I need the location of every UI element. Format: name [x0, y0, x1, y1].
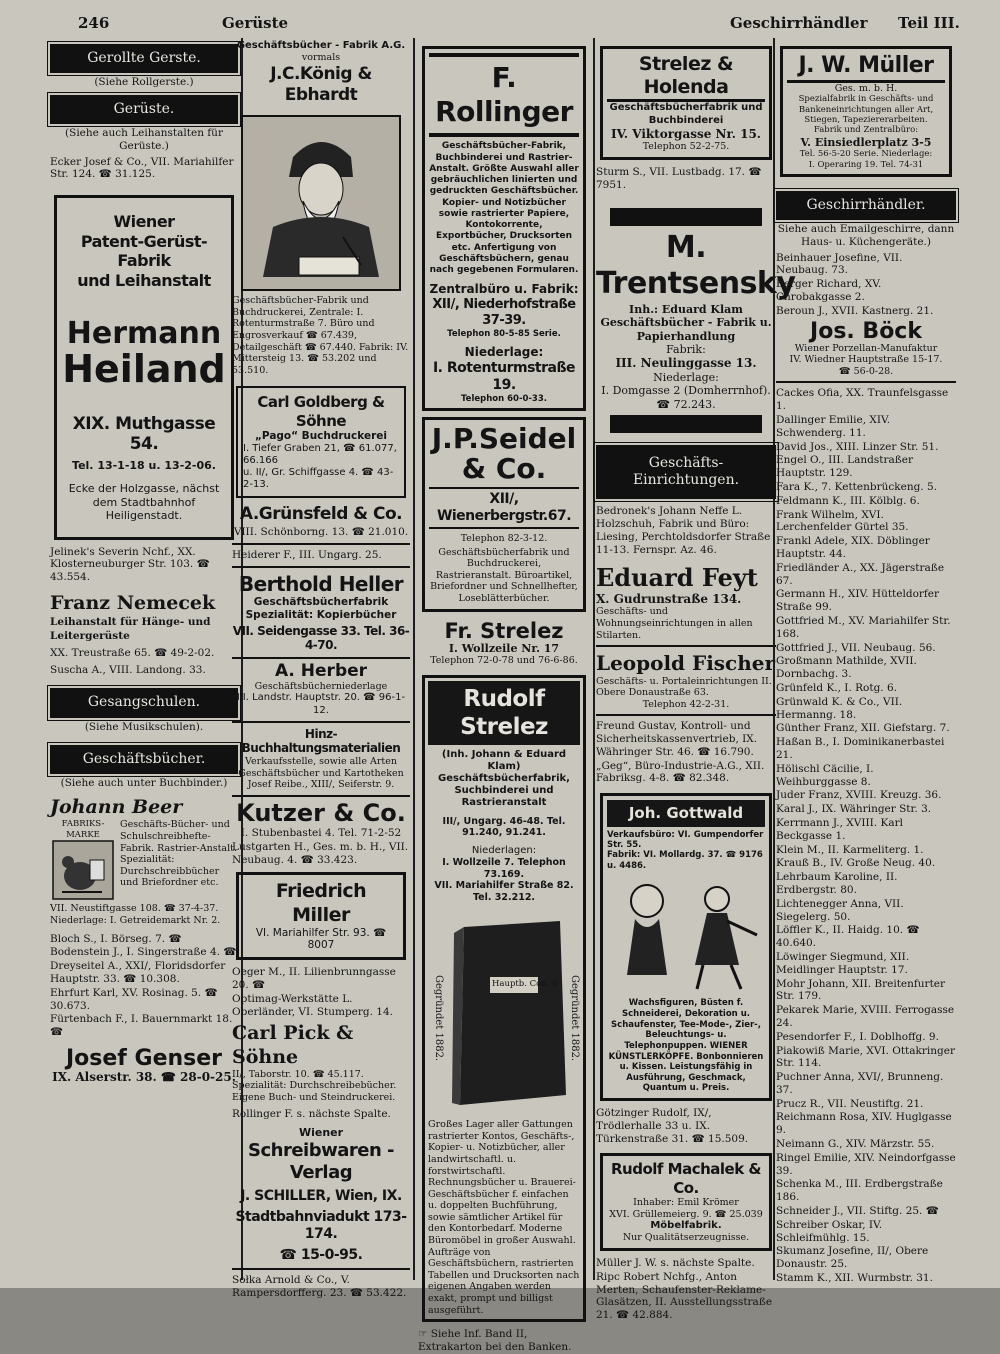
ad-line: Niederlage:: [464, 345, 544, 360]
ad-name: Hermann: [66, 316, 222, 352]
ad-name: Johann Beer: [50, 796, 183, 819]
section-note: (Siehe auch Leihanstalten für Gerüste.): [65, 126, 223, 152]
listing-entry: Suscha A., VIII. Landong. 33.: [50, 663, 206, 676]
section-note: (Siehe Musikschulen).: [84, 720, 204, 733]
listing-entry: Reichmann Rosa, XIV. Huglgasse 9.: [776, 1111, 952, 1137]
ad-phone: ☎ 72.243.: [656, 397, 716, 411]
listing-entry: Grünfeld K., I. Rotg. 6.: [776, 681, 897, 694]
ad-line: Leihanstalt für Hänge- und: [50, 616, 211, 629]
ad-phone: Tel. 13-1-18 u. 13-2-06.: [72, 459, 216, 473]
ad-address: III/, Ungarg. 46-48. Tel. 91.240, 91.241.: [442, 815, 566, 839]
ad-address: u. II/, Gr. Schiffgasse 4. ☎ 43-2-13.: [243, 467, 394, 491]
section-heading: Gerollte Gerste.: [50, 44, 238, 73]
listing-entry: Günther Franz, XII. Giefstarg. 7.: [776, 722, 950, 735]
ad-address: XII/, Wienerbergstr.67.: [429, 487, 579, 529]
listing-entry: Skumanz Josefine, II/, Obere Donaustr. 25.: [776, 1245, 929, 1271]
ledger-book-icon: [450, 919, 572, 1107]
ad-line: Geschäftsbücherfabrik und Buchbinderei: [609, 102, 763, 126]
ad-line: Fabrik und Zentralbüro:: [813, 125, 919, 136]
listing-entry: Krauß B., IV. Große Neug. 40.: [776, 857, 936, 870]
listing-entry: Oeger M., II. Lilienbrunngasse 20. ☎: [232, 966, 396, 992]
scribe-portrait-icon: [243, 117, 399, 289]
ad-address: VI. Mariahilfer Str. 93. ☎ 8007: [255, 926, 387, 952]
listing-entry: Feldmann K., III. Kölblg. 6.: [776, 494, 920, 507]
ad-note: Ecke der Holzgasse, nächst dem Stadtbahnhof Heiligenstadt.: [68, 482, 220, 523]
listing-entry: Fara K., 7. Kettenbrückeng. 5.: [776, 481, 937, 494]
column-rule: [413, 38, 415, 1280]
ad-name: M. Trentsensky: [596, 229, 796, 302]
listing-entry: Lustgarten H., Ges. m. b. H., VII. Neubaug. 4. ☎ 33.423.: [232, 840, 409, 866]
ad-line: Wiener Porzellan-Manufaktur: [794, 342, 938, 354]
ad-address: Stadtbahnviadukt 173-174.: [235, 1208, 407, 1242]
header-right-keyword: Geschirrhändler: [730, 14, 868, 32]
ad-body: Verkaufsstelle, sowie alle Arten Geschäftsbücher und Kartotheken Josef Reibe., XIII/, Seiferstr. 9.: [238, 756, 404, 791]
listing-entry: Pesendorfer F., I. Doblhoffg. 9.: [776, 1030, 939, 1043]
divider: [232, 1268, 410, 1270]
ad-line: Inh.: Eduard Klam: [629, 302, 743, 316]
listing-entry: Mohr Johann, XII. Breitenfurter Str. 179.: [776, 977, 946, 1003]
ad-line: Ges. m. b. H.: [834, 82, 898, 94]
ad-address: XVI. Grüllemeierg. 9. ☎ 25.039: [609, 1208, 763, 1220]
ad-phone: ☎ 15-0-95.: [279, 1246, 363, 1263]
ad-name: & Co.: [461, 451, 547, 485]
section-heading: Gerüste.: [50, 95, 238, 124]
ad-name: Schreibwaren - Verlag: [248, 1139, 394, 1183]
listing-entry: Pekarek Marie, XVIII. Ferrogasse 24.: [776, 1004, 955, 1029]
ad-body: Geschäftsbücherfabrik und Buchdruckerei, Rastrieranstalt. Büroartikel, Briefordner und Schnellhefter, Loseblätterbücher.: [430, 546, 578, 604]
ad-line: Zentralbüro u. Fabrik:: [429, 282, 579, 297]
section-note: (Siehe auch unter Buchbinder.): [60, 777, 228, 790]
listing-entry: Schenka M., III. Erdbergstraße 186.: [776, 1178, 943, 1204]
ad-line: Patent-Gerüst-Fabrik: [80, 231, 208, 271]
listing-entry: David Jos., XIII. Linzer Str. 51.: [776, 440, 939, 453]
listing-entry: Fürtenbach F., I. Bauernmarkt 18. ☎: [50, 1013, 233, 1039]
listing-entry: Prucz R., VII. Neustiftg. 21.: [776, 1097, 924, 1110]
ad-address: V. Einsiedlerplatz 3-5: [800, 135, 932, 149]
divider: [232, 721, 410, 723]
ad-phone: Telephon 80-5-85 Serie.: [447, 328, 561, 339]
section-note: (Siehe Rollgerste.): [94, 76, 194, 89]
page-number: 246: [78, 14, 110, 32]
listing-entry: Sturm S., VII. Lustbadg. 17. ☎ 7951.: [596, 165, 762, 191]
listing-entry: Karal J., IX. Währinger Str. 3.: [776, 803, 932, 816]
ad-trentsensky: [596, 208, 796, 434]
ad-genser: [50, 1047, 238, 1085]
ad-name: Joh. Gottwald: [628, 804, 744, 823]
ad-address: I. Stubenbastei 4. Tel. 71-2-52: [240, 826, 402, 839]
listing-entry: Germann H., XIV. Hütteldorfer Straße 99.: [776, 588, 940, 614]
listing-entry: Frankl Adele, XIX. Döblinger Hauptstr. 44.: [776, 535, 930, 561]
ad-hinz: [232, 727, 410, 791]
ad-body: Wachsfiguren, Büsten f. Schneiderei, Dekoration u. Schaufenster, Tee-Mode-, Zier-, Beleuchtungs- u. Telephonpuppen. WIENER KÜNSTLERKÖPFE. Bonbonnieren u. Kissen. Leistungsfähig in Ausführung, Geschmack, Quantum u. Preis.: [608, 998, 764, 1094]
ad-line: J. SCHILLER, Wien, IX.: [240, 1187, 402, 1204]
ad-line: Nur Qualitätserzeugnisse.: [622, 1232, 750, 1244]
listing-group: [776, 252, 956, 318]
page-header: [70, 14, 958, 34]
divider: [232, 657, 410, 659]
ad-body: Spezialfabrik in Geschäfts- und Bankeneinrichtungen aller Art, Stiegen, Tapeziererarbeiten.: [798, 94, 934, 126]
listing-entry: Lichtenegger Anna, VII. Siegelerg. 50.: [776, 897, 904, 923]
ad-boeck: [776, 320, 956, 378]
ad-address: X. Gudrunstraße 134.: [596, 591, 742, 606]
ad-address: I. Operaring 19. Tel. 74-31: [808, 159, 924, 170]
ad-line: Leitergerüste: [50, 630, 130, 643]
ad-heller: [232, 572, 410, 653]
listing-entry: Sołka Arnold & Co., V. Rampersdorfferg. 23. ☎ 53.422.: [232, 1273, 407, 1299]
section-heading: Geschirrhändler.: [776, 191, 956, 220]
listing-entry: Ringel Emilie, XIV. Neindorfgasse 39.: [776, 1151, 956, 1177]
ad-address: XIX. Muthgasse 54.: [72, 413, 216, 455]
ledger-illustration: [428, 913, 580, 1113]
listing-entry: Freund Gustav, Kontroll- und Sicherheitskassenvertrieb, IX. Währinger Str. 46. ☎ 16.790.: [596, 720, 758, 758]
ad-name: Berthold Heller: [238, 571, 404, 596]
ad-strelez-holenda: [600, 46, 772, 160]
divider: [232, 543, 410, 545]
ad-name: Jos. Böck: [810, 318, 922, 344]
ad-gruensfeld: [232, 504, 410, 539]
ad-name: A.Grünsfeld & Co.: [239, 504, 403, 525]
ad-address: IV. Viktorgasse Nr. 15.: [611, 126, 761, 141]
ad-body: Geschäftsbücher-Fabrik, Buchbinderei und Rastrier-Anstalt. Größte Auswahl aller gebräuchlichen linierten und gedruckten Geschäftsbücher. Kopier- und Notizbücher sowie rastrierter Papiere, Kontokorrente, Exportbücher, Drucksorten etc. Anfertigung von Geschäftsbüchern, genau nach gegebenen Formularen.: [429, 141, 579, 276]
column-rule: [593, 38, 595, 1280]
ad-phone: Tel. 56-5-20 Serie. Niederlage:: [799, 149, 933, 160]
section-heading: Gesangschulen.: [50, 688, 238, 717]
trademark-label: FABRIKS-MARKE: [61, 819, 105, 840]
ad-name: Franz Nemecek: [50, 592, 216, 615]
ad-machalek: [600, 1153, 772, 1251]
ad-line: Möbelfabrik.: [650, 1220, 722, 1232]
ad-address: III. Landstr. Hauptstr. 20. ☎ 96-1-12.: [236, 692, 406, 716]
ad-line: vormals: [301, 52, 341, 64]
ad-address: I. Domgasse 2 (Domherrnhof).: [601, 384, 771, 398]
listing-entry: „Geg“, Büro-Industrie-A.G., XII. Fabriksg. 4-8. ☎ 82.348.: [596, 759, 765, 785]
listing-entry: Jelinek's Severin Nchf., XX. Klosterneuburger Str. 103. ☎ 43.554.: [50, 545, 210, 584]
ad-fischer: [596, 651, 776, 710]
ad-strelez-fr: [418, 620, 590, 667]
portrait-illustration: [241, 115, 401, 291]
ad-heiland: [54, 195, 234, 540]
listing-entry: Friedländer A., XX. Jägerstraße 67.: [776, 561, 945, 587]
ad-phone: ☎ 56-0-28.: [838, 365, 894, 377]
mannequin-illustration: [607, 875, 767, 995]
listing-entry: Berger Richard, XV. Chrobakgasse 2.: [776, 278, 882, 304]
listing-entry: Gottfried J., VII. Neubaug. 56.: [776, 641, 936, 654]
header-left-keyword: Gerüste: [222, 14, 289, 32]
ad-address: XX. Treustraße 65. ☎ 49-2-02.: [50, 646, 215, 659]
ad-body: Geschäftsbücher-Fabrik und Buchdruckerei, Zentrale: I. Rotenturmstraße 7. Büro und Engrosverkauf ☎ 67.439, Detailgeschäft ☎ 67.440. Fabrik: IV. Mittersteig 13. ☎ 53.202 und 53.510.: [232, 295, 409, 376]
ad-line: Wiener: [298, 1126, 344, 1140]
ad-name: Josef Genser: [65, 1046, 223, 1072]
listing-entry: Beroun J., XVII. Kastnerg. 21.: [776, 304, 934, 317]
ad-phone: Telephon 52-2-75.: [642, 141, 730, 153]
listing-entry: Puchner Anna, XVI/, Brunneng. 37.: [776, 1071, 944, 1096]
column-1: [50, 38, 238, 1280]
ad-line: Geschäftsbücherniederlage: [254, 680, 388, 692]
ad-herber: [232, 660, 410, 717]
ad-gottwald: [600, 793, 772, 1101]
ad-name: Carl Goldberg & Söhne: [257, 393, 385, 430]
listing-entry: Piakowiß Marie, XVI. Ottakringer Str. 114.: [776, 1044, 955, 1070]
ad-line: Geschäftsbücherfabrik: [253, 596, 389, 609]
ad-name: A. Herber: [274, 660, 368, 681]
ad-miller: [236, 872, 406, 960]
listing-entry: Klein M., II. Karmeliterg. 1.: [776, 843, 924, 856]
listing-entry: Neimann G., XIV. Märzstr. 55.: [776, 1138, 935, 1151]
divider: [232, 566, 410, 568]
ad-line: Fabrik:: [666, 342, 706, 356]
listing-entry: Engel O., III. Landstraßer Hauptstr. 129.: [776, 454, 914, 480]
ad-nemecek: [50, 592, 238, 660]
ad-mueller: [780, 46, 952, 177]
column-2: [232, 38, 410, 1299]
ad-seidel: [422, 417, 586, 611]
listing-entry: Ehrfurt Karl, XV. Rosinag. 5. ☎ 30.673.: [50, 986, 218, 1012]
listing-entry: Schreiber Oskar, IV. Schleifmühlg. 15.: [776, 1218, 883, 1244]
ad-line: „Pago“ Buchdruckerei: [255, 429, 387, 442]
ad-koenig: [232, 40, 410, 376]
ad-name: J.P.Seidel: [431, 422, 577, 456]
ad-phone: Telephon 42-2-31.: [642, 698, 730, 710]
listing-entry: Götzinger Rudolf, IX/, Trödlerhalle 33 u. IX. Türkenstraße 31. ☎ 15.509.: [596, 1107, 749, 1145]
ad-name: Friedrich Miller: [275, 880, 367, 926]
ad-address: XII/, Niederhofstraße 37-39.: [432, 296, 576, 328]
ad-line: (Inh. Johann & Eduard Klam) Geschäftsbücherfabrik, Suchbinderei und Rastrieranstalt: [438, 748, 570, 809]
ad-address: I. Wollzeile 7. Telephon 73.169.: [442, 856, 566, 880]
listing-entry: Frank Wilhelm, XVI. Lerchenfelder Gürtel 35.: [776, 508, 909, 534]
ad-name: Strelez & Holenda: [607, 53, 765, 102]
ad-feyt: [596, 563, 776, 642]
book-label: Hauptb. Con. 6: [492, 979, 558, 990]
ad-kutzer: [232, 798, 410, 840]
ad-name: F. Rollinger: [435, 61, 573, 129]
divider: [596, 714, 776, 716]
ad-address: VII. Mariahilfer Straße 82. Tel. 32.212.: [434, 880, 574, 903]
listing-entry: Rollinger F. s. nächste Spalte.: [232, 1107, 391, 1120]
listing-entry: Ecker Josef & Co., VII. Mariahilfer Str. 124. ☎ 31.125.: [50, 155, 234, 181]
ad-line: Niederlage:: [653, 370, 719, 384]
listing-entry: Kerrmann J., XVIII. Karl Beckgasse 1.: [776, 816, 903, 842]
ad-body: Geschäfts-Bücher- und Schulschreibhefte-Fabrik. Rastrier-Anstalt. Spezialität: Durchschreibbücher und Briefordner etc.: [120, 819, 237, 889]
ad-name: Heiland: [62, 346, 226, 391]
listing-entry: Cackes Ofia, XX. Traunfelsgasse 1.: [776, 387, 949, 413]
listing-entry: Bloch S., I. Börseg. 7. ☎: [50, 932, 182, 945]
ad-name: Rudolf Strelez: [460, 685, 548, 740]
listing-entry: Müller J. W. s. nächste Spalte.: [596, 1256, 755, 1269]
listing-entry: Haßan B., I. Dominikanerbastei 21.: [776, 736, 945, 761]
header-part: Teil III.: [898, 14, 960, 32]
ad-address: III. Neulinggasse 13.: [615, 356, 757, 371]
section-heading: Geschäftsbücher.: [50, 745, 238, 774]
listing-entry: Optimag-Werkstätte L. Oberländer, VI. Stumperg. 14.: [232, 992, 394, 1018]
ad-address: I. Tiefer Graben 21, ☎ 61.077, 66.166: [243, 442, 397, 466]
listing-entry: ☞ Siehe Inf. Band II, Extrakarton bei den Banken.: [418, 1328, 572, 1353]
column-5: [776, 38, 956, 1285]
ad-rollinger: [422, 46, 586, 411]
listing-entry: Lehrbaum Karoline, II. Erdbergstr. 80.: [776, 871, 898, 896]
ad-address: IX. Alserstr. 38. ☎ 28-0-25.: [52, 1070, 236, 1085]
ad-name: Fr. Strelez: [444, 618, 564, 643]
listing-group: [776, 387, 956, 1284]
listing-entry: Stamm K., XII. Wurmbstr. 31.: [776, 1272, 933, 1285]
section-note: Siehe auch Emailgeschirre, dann Haus- u. Küchengeräte.): [777, 223, 955, 248]
ad-address: VIII. Schönborng. 13. ☎ 21.010.: [233, 526, 409, 539]
listing-entry: Schneider J., VII. Stiftg. 25. ☎: [776, 1205, 939, 1218]
ad-line: Inhaber: Emil Krömer: [633, 1197, 739, 1208]
divider: [596, 645, 776, 647]
ad-body: Geschäfts- und Wohnungseinrichtungen in allen Stilarten.: [596, 606, 753, 641]
ad-schiller: [232, 1126, 410, 1264]
listing-entry: Beinhauer Josefine, VII. Neubaug. 73.: [776, 251, 903, 277]
ad-address: IV. Wiedner Hauptstraße 15-17.: [789, 354, 943, 366]
ad-name: Leopold Fischer: [596, 651, 776, 676]
divider: [776, 381, 956, 383]
listing-entry: Bedronek's Johann Neffe L. Holzschuh, Fabrik und Büro: Liesing, Perchtoldsdorfer Straße 11-13. Fernspr. Az. 46.: [596, 505, 771, 556]
column-3: [418, 38, 590, 1353]
ad-phone: Telephon 82-3-12.: [460, 533, 548, 545]
ad-address: I. Rotenturmstraße 19.: [432, 359, 576, 393]
ad-line: Geschäftsbücher - Fabrik A.G.: [236, 40, 406, 51]
ad-pick: [232, 1022, 410, 1103]
ad-phone: Telephon 60-0-33.: [461, 393, 547, 404]
ad-beer: [50, 796, 238, 926]
listing-entry: Juder Franz, XVIII. Kreuzg. 36.: [776, 789, 942, 802]
ad-name: Eduard Feyt: [596, 562, 758, 592]
ad-name: Carl Pick & Söhne: [232, 1022, 354, 1068]
ad-name: Rudolf Machalek & Co.: [611, 1160, 761, 1197]
ad-address: I. Wollzeile Nr. 17: [448, 641, 560, 655]
ad-address: VII. Seidengasse 33. Tel. 36-4-70.: [232, 623, 410, 653]
listing-entry: Großmann Mathilde, XVII. Dornbachg. 3.: [776, 655, 917, 681]
ad-rudolf-strelez: [422, 675, 586, 1323]
ad-body: Geschäfts- u. Portaleinrichtungen II. Obere Donaustraße 63.: [596, 675, 772, 699]
ad-line: Geschäftsbücher - Fabrik u. Papierhandlung: [600, 316, 772, 343]
ad-name: J. W. Müller: [787, 53, 945, 83]
ad-line: Spezialität: Kopierbücher: [245, 608, 397, 621]
ad-body: II/, Taborstr. 10. ☎ 45.117. Spezialität: Durchschreibebücher. Eigene Buch- und Steindruckerei.: [232, 1068, 397, 1103]
ad-body: Großes Lager aller Gattungen rastrierter Kontos, Geschäfts-, Kopier- u. Notizbücher, aller landwirtschaftl. u. forstwirtschaftl. Rechnungsbücher u. Brauerei-Geschäftsbücher f. einfachen u. doppelten Buchführung, sowie sämtlicher Artikel für den Kontorbedarf. Moderne Büromöbel in großer Auswahl. Aufträge von Geschäftsbüchern, rastrierten Tabellen und Drucksorten nach eigenen Angaben werden exakt, prompt und billigst ausgeführt.: [428, 1119, 580, 1316]
listing-entry: Hölischl Cäcilie, I. Weihburggasse 8.: [776, 762, 874, 788]
ad-line: Niederlagen:: [471, 844, 537, 856]
listing-entry: Gottfried M., XV. Mariahilfer Str. 168.: [776, 615, 951, 640]
listing-entry: Ripc Robert Nchfg., Anton Merten, Schaufenster-Reklame-Glasätzen, II. Ausstellungsstraße 21. ☎ 42.884.: [596, 1270, 773, 1322]
ad-line: Wiener: [113, 212, 175, 232]
listing-entry: Löwinger Siegmund, XII. Meidlinger Hauptstr. 17.: [776, 950, 910, 976]
ad-address: Verkaufsbüro: VI. Gumpendorfer Str. 55.: [607, 829, 764, 850]
ad-phone: Telephon 72-0-78 und 76-6-86.: [430, 655, 578, 667]
ad-address: Fabrik: VI. Mollardg. 37. ☎ 9176 u. 4486.: [607, 850, 763, 871]
founded-note: Gegründet 1882.: [569, 975, 580, 1062]
ad-address: VII. Neustiftgasse 108. ☎ 37-4-37. Niederlage: I. Getreidemarkt Nr. 2.: [50, 903, 221, 927]
listing-entry: Bodenstein J., I. Singerstraße 4. ☎: [50, 946, 237, 959]
listing-entry: Dreyseitel A., XXI/, Floridsdorfer Hauptstr. 33. ☎ 10.308.: [50, 960, 226, 986]
divider: [232, 795, 410, 797]
trademark-icon: [52, 840, 114, 900]
listing-entry: Dallinger Emilie, XIV. Schwenderg. 11.: [776, 414, 891, 439]
section-heading: Geschäfts-Einrichtungen.: [596, 445, 776, 499]
ad-name: Kutzer & Co.: [236, 798, 406, 827]
ad-name: J.C.König & Ebhardt: [270, 63, 372, 105]
ad-name: Hinz-Buchhaltungsmaterialien: [241, 726, 401, 756]
ad-goldberg: [236, 386, 406, 498]
founded-note: Gegründet 1882.: [433, 975, 444, 1062]
listing-entry: Heiderer F., III. Ungarg. 25.: [232, 548, 382, 561]
ad-line: und Leihanstalt: [77, 270, 211, 290]
listing-entry: Löffler K., II. Haidg. 10. ☎ 40.640.: [776, 924, 920, 950]
column-4: [596, 38, 796, 1322]
listing-entry: Grünwald K. & Co., VII. Hermanng. 18.: [776, 695, 903, 721]
